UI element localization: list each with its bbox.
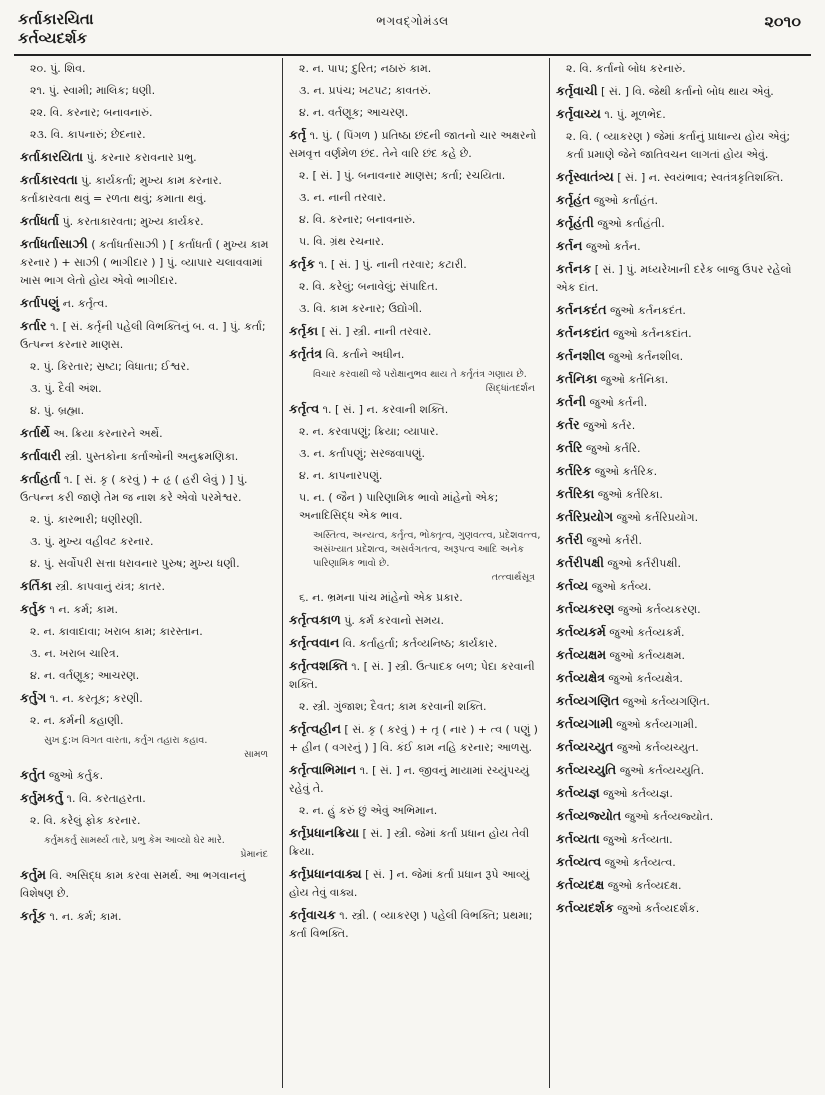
- definition-text: જુઓ કર્તવ્યગણિત.: [619, 695, 710, 708]
- sense-line: [289, 802, 543, 820]
- dictionary-entry: [289, 400, 543, 419]
- headword: કર્તુત: [20, 767, 46, 782]
- dictionary-entry: [289, 345, 543, 364]
- dictionary-entry: [556, 168, 808, 187]
- definition-text: વિ. કર્તાને અધીન.: [322, 348, 405, 361]
- definition-text: જુઓ કર્તવ્યત્વ.: [601, 856, 676, 869]
- headword: કર્તૃવાચ્ય: [556, 106, 601, 121]
- dictionary-entry: [556, 899, 808, 918]
- sense-line: [20, 623, 276, 641]
- dictionary-entry: [289, 761, 543, 798]
- definition-text: જુઓ કર્તાહંતી.: [593, 217, 665, 230]
- definition-text: ૨. પું. કિરતાર; સ્રષ્ટા; વિધાતા; ઈશ્વર.: [30, 360, 190, 373]
- definition-text: [ સં. ] વિ. જેથી કર્તાનો બોધ થાય એવું.: [597, 85, 774, 98]
- definition-text: ૪. ન. વર્તણૂક; આચરણ.: [30, 669, 140, 682]
- quotation-source: પ્રેમાનંદ: [240, 849, 268, 860]
- definition-text: ૩. ન. કર્તાપણું; સરજવાપણું.: [299, 447, 425, 460]
- dictionary-entry: [556, 347, 808, 366]
- dictionary-entry: [556, 82, 808, 101]
- dictionary-entry: [556, 715, 808, 734]
- definition-text: જુઓ કર્તવ્યતા.: [599, 833, 673, 846]
- definition-text: ૩. ન. પ્રપંચ; ખટપટ; કાવતરું.: [299, 84, 432, 97]
- sense-line: [556, 60, 808, 78]
- dictionary-entry: [556, 623, 808, 642]
- definition-text: જુઓ કર્તનશીલ.: [605, 350, 684, 363]
- headword: કર્તનિકા: [556, 371, 598, 386]
- sense-line: [20, 82, 276, 100]
- headword: કર્તાર: [20, 318, 47, 333]
- definition-text: વિ. કર્તાહર્તા; કર્તવ્યનિષ્ઠ; કાર્યકાર.: [339, 637, 498, 650]
- definition-text: પું. કરનાર કરાવનાર પ્રભુ.: [82, 151, 197, 164]
- dictionary-entry: [556, 370, 808, 389]
- definition-text: ૨. ન. કર્મની કહાણી.: [30, 714, 124, 727]
- dictionary-entry: [20, 470, 276, 507]
- dictionary-entry: [20, 766, 276, 785]
- definition-text: ૧ ન. કર્મ; કામ.: [45, 603, 118, 616]
- definition-text: ૧. [ સં. કૃ ( કરવું ) + હૃ ( હરી લેવું ) ] પું. ઉત્પન્ન કરી જાણે તેમ જ નાશ કરે એવો પરમેશ્વર.: [20, 473, 248, 504]
- definition-text: ૧. સ્ત્રી. ( વ્યાકરણ ) પહેલી વિભક્તિ; પ્રથમા; કર્તા વિભક્તિ.: [289, 909, 533, 940]
- quotation: [20, 734, 276, 762]
- headword: કર્તવ્યક્ષમ: [556, 647, 607, 662]
- definition-text: ૨. વિ. કરેલું; બનાવેલું; સંપાદિત.: [299, 280, 439, 293]
- definition-text: જુઓ કર્તન.: [582, 240, 641, 253]
- sense-line: [289, 489, 543, 525]
- headword: કર્તૃક: [289, 256, 315, 271]
- headword: કર્તનશીલ: [556, 348, 606, 363]
- definition-text: જુઓ કર્તરી.: [583, 534, 642, 547]
- guide-word-first: કર્તાકારયિતા: [18, 10, 94, 28]
- headword: કર્તુમ: [20, 867, 46, 882]
- definition-text: ૨. [ સં. ] પું. બનાવનાર માણસ; કર્તા; રચયિતા.: [299, 169, 506, 182]
- headword: કર્તાવારી: [20, 448, 62, 463]
- dictionary-entry: [556, 807, 808, 826]
- dictionary-entry: [20, 866, 276, 903]
- definition-text: જુઓ કર્તવ્યજ્યોત.: [621, 810, 714, 823]
- definition-text: ૩. પું. દૈવી અંશ.: [30, 382, 102, 395]
- definition-text: [ સં. ] ન. સ્વયંભાવ; સ્વતંત્રકૃતિશક્તિ.: [613, 171, 784, 184]
- headword: કર્તનકદંત: [556, 302, 607, 317]
- dictionary-entry: [556, 105, 808, 124]
- definition-text: ૩. વિ. કામ કરનાર; ઉદ્યોગી.: [299, 302, 423, 315]
- sense-line: [289, 589, 543, 607]
- definition-text: ૨. ન. પાપ; દુરિત; નઠારું કામ.: [299, 62, 432, 75]
- sense-line: [289, 167, 543, 185]
- dictionary-entry: [289, 824, 543, 861]
- dictionary-entry: [556, 393, 808, 412]
- definition-text: અ. ક્રિયા કરનારને અર્થે.: [49, 427, 163, 440]
- definition-text: ૨. ન. કરવાપણું; ક્રિયા; વ્યાપાર.: [299, 425, 439, 438]
- dictionary-entry: [20, 907, 276, 926]
- headword: કર્તૃવાચક: [289, 907, 336, 922]
- sense-line: [20, 667, 276, 685]
- column-3: [550, 58, 814, 1088]
- sense-line: [289, 60, 543, 78]
- definition-text: ૧. [ સં. ] સ્ત્રી. ઉત્પાદક બળ; પેદા કરવાની શક્તિ.: [289, 660, 535, 691]
- definition-text: ૧. [ સં. ] પું. નાની તરવાર; કટારી.: [314, 258, 467, 271]
- definition-text: ૨. વિ. કરેલું ફોક કરનાર.: [30, 814, 141, 827]
- definition-text: જુઓ કર્તુક.: [45, 769, 104, 782]
- definition-text: ૪. પું. બ્રહ્મા.: [30, 404, 85, 417]
- dictionary-entry: [556, 738, 808, 757]
- headword: કર્તની: [556, 394, 587, 409]
- headword: કર્તૃત્વ: [289, 401, 320, 416]
- definition-text: જુઓ કર્તવ્યક્ષમ.: [606, 649, 685, 662]
- definition-text: જુઓ કર્તરીપક્ષી.: [603, 557, 681, 570]
- definition-text: ૩. ન. ખરાબ ચારિત્ર.: [30, 647, 120, 660]
- definition-text: જુઓ કર્તવ્યચ્યુતિ.: [616, 764, 705, 777]
- definition-text: જુઓ કર્તવ્યગામી.: [612, 718, 698, 731]
- definition-text: ૧. ન. કર્મ; કામ.: [45, 910, 122, 923]
- dictionary-entry: [20, 294, 276, 313]
- definition-text: ૧. ન. કરતૂક; કરણી.: [46, 692, 143, 705]
- page-number: ૨૦૧૦: [764, 12, 801, 31]
- page-header: [0, 0, 825, 54]
- sense-line: [20, 358, 276, 376]
- dictionary-entry: [289, 720, 543, 757]
- headword: કર્તરીપક્ષી: [556, 555, 604, 570]
- dictionary-entry: [289, 255, 543, 274]
- headword: કર્તિકા: [20, 578, 52, 593]
- quotation-text: વિચાર કરવાથી જે પરોક્ષાનુભવ થાય તે કર્તૃતંત્ર ગણાય છે.: [313, 369, 527, 380]
- headword: કર્તૂક: [20, 908, 46, 923]
- definition-text: ન. કર્તૃત્વ.: [59, 297, 108, 310]
- headword: કર્તૃકા: [289, 323, 319, 338]
- dictionary-entry: [556, 324, 808, 343]
- definition-text: ૧. વિ. કરતાહરતા.: [63, 792, 146, 805]
- definition-text: ૨. ન. હું કરું છું એવું અભિમાન.: [299, 804, 438, 817]
- definition-text: ( કર્તાધર્તાસાઝી ) [ કર્તાધર્તા ( મુખ્ય કામ કરનાર ) + સાઝી ( ભાગીદાર ) ] પું. વ્યાપાર ચલાવવામાં ખાસ ભાગ લેતો હોય એવો ભાગીદાર.: [20, 238, 269, 287]
- headword: કર્તનક: [556, 261, 592, 276]
- dictionary-entry: [20, 171, 276, 208]
- dictionary-entry: [20, 689, 276, 708]
- definition-text: જુઓ કર્તવ્યક્ષેત્ર.: [604, 672, 683, 685]
- headword: કર્તૃત્વશક્તિ: [289, 658, 348, 673]
- sense-line: [289, 467, 543, 485]
- dictionary-entry: [289, 634, 543, 653]
- definition-text: ૧. [ સં. ] ન. જીવનું માયામાં રચ્યુંપચ્યું રહેવું તે.: [289, 764, 530, 795]
- headword: કર્તવ્યક્ષેત્ર: [556, 670, 605, 685]
- headword: કર્તૃત્વાભિમાન: [289, 762, 357, 777]
- definition-text: જુઓ કર્તવ્યદર્શક.: [613, 902, 700, 915]
- dictionary-entry: [556, 191, 808, 210]
- headword: કર્તાહર્તા: [20, 471, 61, 486]
- dictionary-entry: [556, 876, 808, 895]
- definition-text: ૨. સ્ત્રી. ગુંજાશ; દૈવત; કામ કરવાની શક્તિ.: [299, 700, 487, 713]
- headword: કર્તૃસ્વાતંત્ર્ય: [556, 169, 614, 184]
- dictionary-entry: [20, 235, 276, 290]
- definition-text: ૨. પું. કારભારી; ધણીરણી.: [30, 513, 143, 526]
- definition-text: જુઓ કર્તરિક.: [591, 465, 658, 478]
- dictionary-entry: [556, 853, 808, 872]
- definition-text: ૩. પું. મુખ્ય વહીવટ કરનાર.: [30, 535, 154, 548]
- running-title: ભગવદ્ગોમંડલ: [376, 14, 449, 28]
- headword: કર્તરિપ્રયોગ: [556, 509, 614, 524]
- definition-text: પું. કરતાકારવતા; મુખ્ય કાર્યકર.: [59, 215, 204, 228]
- sense-line: [20, 402, 276, 420]
- quotation: [289, 368, 543, 396]
- dictionary-entry: [556, 508, 808, 527]
- dictionary-entry: [289, 865, 543, 902]
- dictionary-entry: [556, 416, 808, 435]
- sense-line: [289, 104, 543, 122]
- headword: કર્તરિક: [556, 463, 592, 478]
- headword: કર્તૃપ્રધાનવાક્ય: [289, 866, 362, 881]
- definition-text: ૪. વિ. કરનાર; બનાવનારું.: [299, 213, 416, 226]
- dictionary-entry: [556, 577, 808, 596]
- dictionary-entry: [556, 784, 808, 803]
- guide-word-last: કર્તવ્યદર્શક: [18, 29, 88, 47]
- sense-line: [20, 104, 276, 122]
- headword: કર્તવ્યગામી: [556, 716, 613, 731]
- headword: કર્તૃતંત્ર: [289, 346, 323, 361]
- sense-line: [556, 128, 808, 164]
- definition-text: ૬. ન. ભ્રમના પાંચ માંહેનો એક પ્રકાર.: [299, 591, 463, 604]
- headword: કર્તવ્ય: [556, 578, 589, 593]
- sense-line: [289, 300, 543, 318]
- definition-text: જુઓ કર્તરિ.: [582, 442, 641, 455]
- definition-text: જુઓ કર્તાહંત.: [590, 194, 659, 207]
- definition-text: સ્ત્રી. પુસ્તકોના કર્તાઓની અનુક્રમણિકા.: [61, 450, 239, 463]
- definition-text: પું. કર્મ કરવાનો સમય.: [340, 614, 445, 627]
- quotation-source: સામળ: [243, 749, 268, 760]
- sense-line: [20, 645, 276, 663]
- dictionary-entry: [556, 237, 808, 256]
- dictionary-entry: [289, 906, 543, 943]
- quotation: [289, 529, 543, 585]
- definition-text: ૨૧. પું. સ્વામી; માલિક; ધણી.: [30, 84, 156, 97]
- definition-text: ૫. વિ. ગ્રંથ રચનાર.: [299, 235, 385, 248]
- definition-text: વિ. અસિદ્ધ કામ કરવા સમર્થ. આ ભગવાનનું વિશેષણ છે.: [20, 869, 246, 900]
- sense-line: [20, 511, 276, 529]
- dictionary-entry: [556, 301, 808, 320]
- headword: કર્તવ્યદર્શક: [556, 900, 614, 915]
- dictionary-entry: [20, 148, 276, 167]
- sense-line: [289, 698, 543, 716]
- sense-line: [289, 82, 543, 100]
- sense-line: [20, 712, 276, 730]
- headword: કર્તુગ: [20, 690, 47, 705]
- headword: કર્તવ્યચ્યુત: [556, 739, 614, 754]
- dictionary-entry: [20, 789, 276, 808]
- headword: કર્તવ્યગણિત: [556, 693, 620, 708]
- headword: કર્તાર્થે: [20, 425, 50, 440]
- dictionary-entry: [556, 761, 808, 780]
- definition-text: જુઓ કર્તરિકા.: [594, 488, 663, 501]
- headword: કર્તૃત્વવાન: [289, 635, 340, 650]
- headword: કર્તવ્યજ્યોત: [556, 808, 622, 823]
- definition-text: સ્ત્રી. કાપવાનું યંત્ર; કાતર.: [51, 580, 166, 593]
- definition-text: પું. કાર્યકર્તા; મુખ્ય કામ કરનાર. કર્તાકારવતા થવું = રળતા થવું; કમાતા થવું.: [20, 174, 222, 205]
- dictionary-entry: [20, 600, 276, 619]
- sense-line: [20, 60, 276, 78]
- sense-line: [20, 533, 276, 551]
- dictionary-entry: [556, 485, 808, 504]
- dictionary-entry: [556, 531, 808, 550]
- quotation-source: તત્ત્વાર્થસૂત્ર: [491, 572, 535, 583]
- definition-text: ૨૦. પું. શિવ.: [30, 62, 86, 75]
- headword: કર્તવ્યજ્ઞ: [556, 785, 600, 800]
- headword: કર્તવ્યકર્મ: [556, 624, 606, 639]
- definition-text: જુઓ કર્તવ્ય.: [588, 580, 652, 593]
- dictionary-columns: [14, 58, 814, 1088]
- headword: કર્તુક: [20, 601, 46, 616]
- definition-text: ૨૨. વિ. કરનાર; બનાવનારું.: [30, 106, 153, 119]
- quotation-source: સિદ્ધાંતદર્શન: [485, 383, 535, 394]
- dictionary-entry: [20, 317, 276, 354]
- dictionary-entry: [289, 322, 543, 341]
- headword: કર્તૃહંત: [556, 192, 591, 207]
- headword: કર્તવ્યદક્ષ: [556, 877, 605, 892]
- definition-text: ૧. પું. ( પિંગળ ) પ્રતિષ્ઠા છંદની જાતનો ચાર અક્ષરનો સમવૃત્ત વર્ણમેળ છંદ. તેને વારિ છંદ કહે છે.: [289, 129, 537, 160]
- definition-text: ૧. [ સં. કર્તૃની પહેલી વિભક્તિનું બ. વ. ] પું. કર્તા; ઉત્પન્ન કરનાર માણસ.: [20, 320, 266, 351]
- header-rule: [14, 54, 811, 56]
- headword: કર્તૃત્વકાળ: [289, 612, 341, 627]
- dictionary-entry: [556, 692, 808, 711]
- definition-text: ૩. ન. નાની તરવાર.: [299, 191, 386, 204]
- headword: કર્તૃત્વહીન: [289, 721, 341, 736]
- headword: કર્તવ્યત્વ: [556, 854, 602, 869]
- dictionary-entry: [556, 260, 808, 297]
- sense-line: [289, 423, 543, 441]
- dictionary-entry: [20, 447, 276, 466]
- headword: કર્તવ્યચ્યુતિ: [556, 762, 617, 777]
- dictionary-entry: [556, 830, 808, 849]
- headword: કર્તન: [556, 238, 583, 253]
- dictionary-entry: [556, 462, 808, 481]
- dictionary-entry: [556, 669, 808, 688]
- headword: કર્તરિકા: [556, 486, 595, 501]
- definition-text: ૪. ન. વર્તણૂક; આચરણ.: [299, 106, 409, 119]
- dictionary-entry: [556, 439, 808, 458]
- sense-line: [289, 233, 543, 251]
- definition-text: ૨. ન. કાવાદાવા; ખરાબ કામ; કારસ્તાન.: [30, 625, 203, 638]
- dictionary-entry: [556, 646, 808, 665]
- headword: કર્તાપણું: [20, 295, 60, 310]
- dictionary-entry: [289, 126, 543, 163]
- headword: કર્તૃહંતી: [556, 215, 594, 230]
- definition-text: ૪. પું. સર્વોપરી સત્તા ધરાવનાર પુરુષ; મુખ્ય ધણી.: [30, 557, 240, 570]
- definition-text: જુઓ કર્તનિકા.: [597, 373, 669, 386]
- definition-text: ૧. [ સં. ] ન. કરવાની શક્તિ.: [319, 403, 449, 416]
- dictionary-entry: [20, 577, 276, 596]
- column-1: [14, 58, 282, 1088]
- headword: કર્તુમકર્તુ: [20, 790, 64, 805]
- headword: કર્તરી: [556, 532, 584, 547]
- dictionary-entry: [556, 214, 808, 233]
- sense-line: [289, 278, 543, 296]
- headword: કર્તાકારવતા: [20, 172, 78, 187]
- definition-text: જુઓ કર્તવ્યચ્યુત.: [613, 741, 699, 754]
- sense-line: [20, 380, 276, 398]
- definition-text: [ સં. ] સ્ત્રી. નાની તરવાર.: [318, 325, 432, 338]
- definition-text: જુઓ કર્તવ્યજ્ઞ.: [599, 787, 673, 800]
- sense-line: [289, 445, 543, 463]
- quotation-text: સુખ દુ:ખ વિગત વારતા, કર્તુગ તહારા કહાવ.: [44, 735, 208, 746]
- headword: કર્તર: [556, 417, 580, 432]
- definition-text: ૫. ન. ( જૈન ) પારિણામિક ભાવો માંહેનો એક; અનાદિસિદ્ધ એક ભાવ.: [299, 491, 499, 522]
- headword: કર્તનકદાંત: [556, 325, 610, 340]
- definition-text: [ સં. ] ન. જેમાં કર્તા પ્રધાન રૂપે આવ્યું હોય તેવું વાક્ય.: [289, 868, 530, 899]
- headword: કર્તાધર્તાસાઝી: [20, 236, 88, 251]
- headword: કર્તરિ: [556, 440, 583, 455]
- dictionary-entry: [556, 600, 808, 619]
- sense-line: [289, 211, 543, 229]
- headword: કર્તવ્યકરણ: [556, 601, 615, 616]
- headword: કર્તાધર્તા: [20, 213, 60, 228]
- definition-text: [ સં. ] સ્ત્રી. જેમાં કર્તા પ્રધાન હોય તેવી ક્રિયા.: [289, 827, 530, 858]
- quotation: [20, 834, 276, 862]
- sense-line: [289, 189, 543, 207]
- dictionary-entry: [20, 424, 276, 443]
- headword: કર્તવ્યતા: [556, 831, 600, 846]
- headword: કર્તૃ: [289, 127, 307, 142]
- definition-text: જુઓ કર્તવ્યકર્મ.: [605, 626, 685, 639]
- dictionary-entry: [556, 554, 808, 573]
- definition-text: ૨. વિ. ( વ્યાકરણ ) જેમાં કર્તાનું પ્રાધાન્ય હોય એવું; કર્તા પ્રમાણે જેને જાતિવચન લાગતાં હોય એવું.: [566, 130, 791, 161]
- definition-text: ૪. ન. કાપનારપણું.: [299, 469, 383, 482]
- headword: કર્તૃવાચી: [556, 83, 598, 98]
- dictionary-entry: [20, 212, 276, 231]
- definition-text: [ સં. ] પું. મધ્યરેખાની દરેક બાજુ ઉપર રહેલો એક દાંત.: [556, 263, 792, 294]
- definition-text: ૨. વિ. કર્તાનો બોધ કરનારું.: [566, 62, 686, 75]
- definition-text: જુઓ કર્તની.: [586, 396, 648, 409]
- definition-text: જુઓ કર્તનકદાંત.: [609, 327, 692, 340]
- definition-text: જુઓ કર્તર.: [579, 419, 636, 432]
- sense-line: [20, 126, 276, 144]
- definition-text: ૨૩. વિ. કાપનારું; છેદનાર.: [30, 128, 146, 141]
- definition-text: જુઓ કર્તવ્યકરણ.: [614, 603, 701, 616]
- dictionary-entry: [289, 611, 543, 630]
- quotation-text: અસ્તિત્વ, અન્યત્વ, કર્તૃત્વ, ભોક્તૃત્વ, ગુણવત્ત્વ, પ્રદેશવત્ત્વ, અસંખ્યાત પ્રદેશત્વ, અસર્વગતત્વ, અરૂપત્વ આદિ અનેક પારિણામિક ભાવો છે.: [313, 530, 541, 569]
- headword: કર્તૃપ્રધાનક્રિયા: [289, 825, 360, 840]
- definition-text: જુઓ કર્તવ્યદક્ષ.: [604, 879, 682, 892]
- definition-text: [ સં. કૃ ( કરવું ) + તૃ ( નાર ) + ત્વ ( પણું ) + હીન ( વગરનું ) ] વિ. કંઈ કામ નહિ કરનાર; આળસુ.: [289, 723, 538, 754]
- definition-text: જુઓ કર્તનકદંત.: [606, 304, 686, 317]
- sense-line: [20, 555, 276, 573]
- quotation-text: કર્તુમકર્તુ સામર્થ્ય તારે, પ્રભુ કેમ આવ્યો ઘેર મારે.: [44, 835, 225, 846]
- definition-text: જુઓ કર્તરિપ્રયોગ.: [613, 511, 699, 524]
- sense-line: [20, 812, 276, 830]
- headword: કર્તાકારયિતા: [20, 149, 83, 164]
- column-2: [282, 58, 550, 1088]
- definition-text: ૧. પું. મૂળભેદ.: [600, 108, 666, 121]
- dictionary-entry: [289, 657, 543, 694]
